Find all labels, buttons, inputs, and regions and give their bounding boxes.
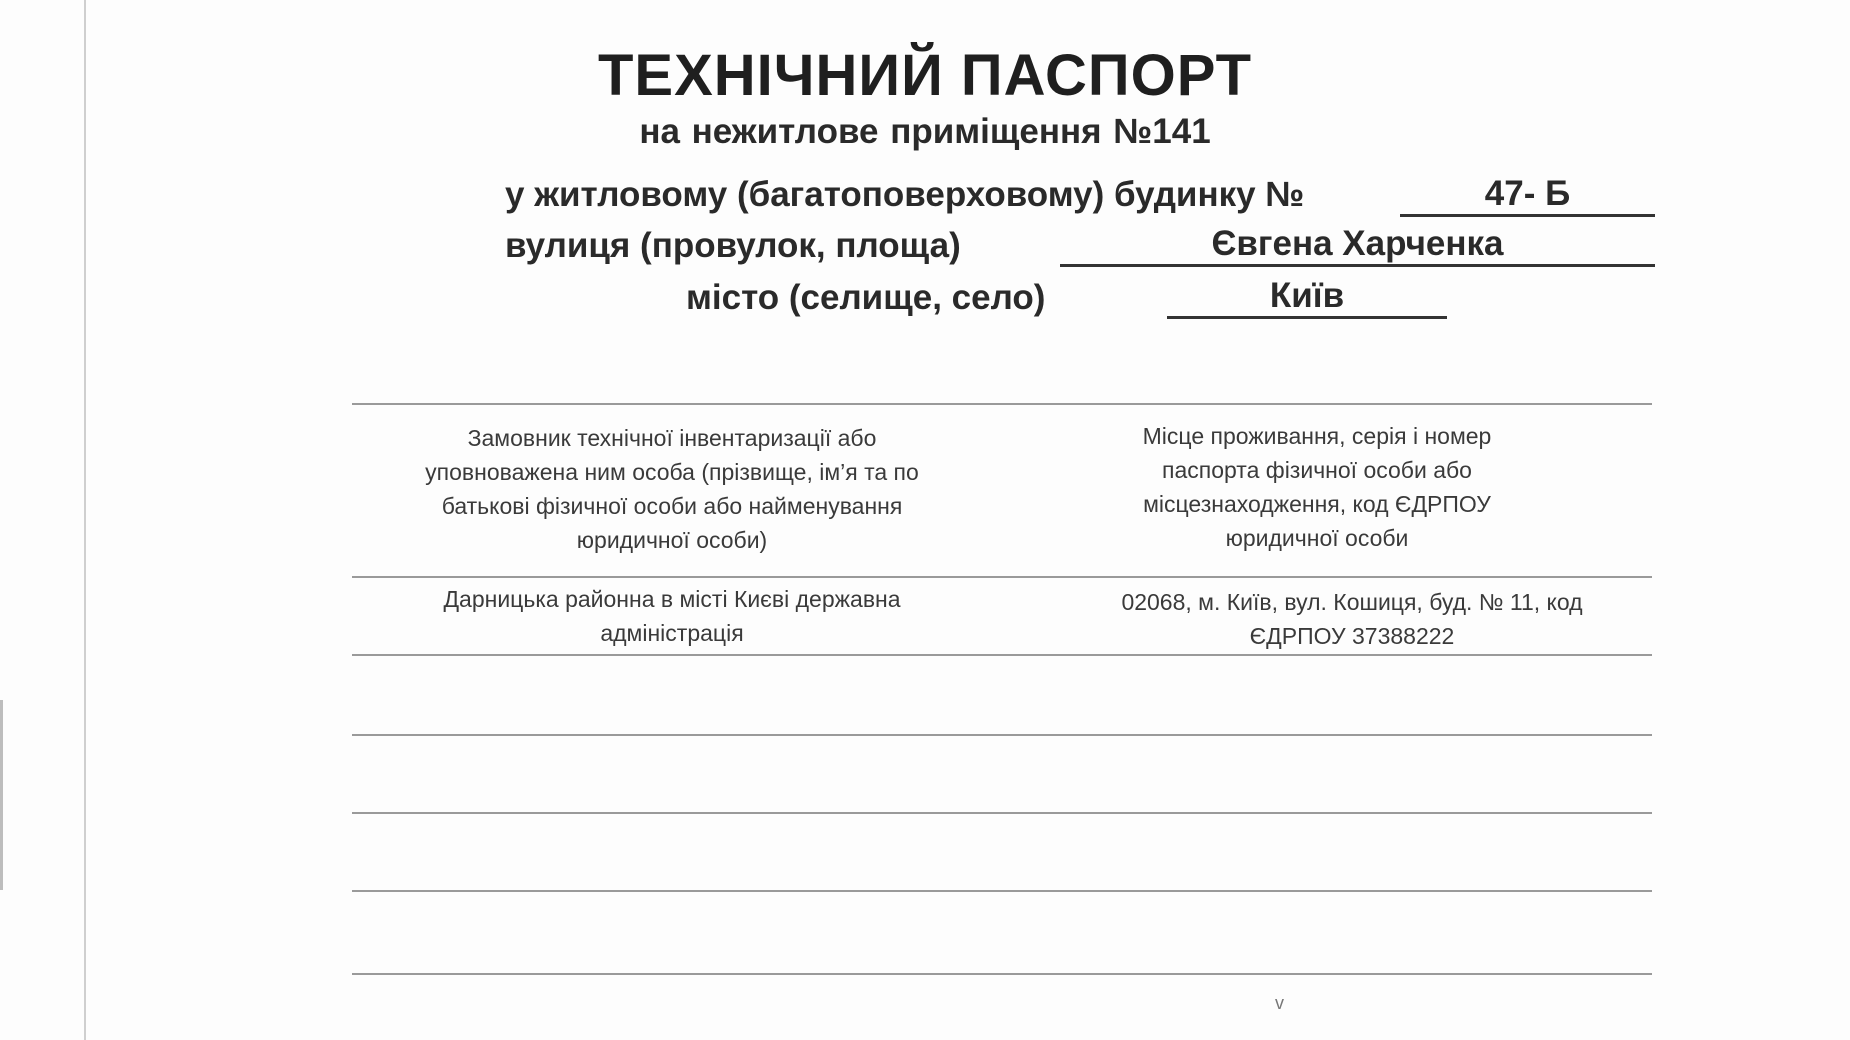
table-rule xyxy=(352,734,1652,736)
table-header-customer: Замовник технічної інвентаризації або уповноважена ним особа (прізвище, ім’я та по батькові фізичної особи або найменування юридичної особи) xyxy=(425,425,919,553)
table-header-address: Місце проживання, серія і номер паспорта фізичної особи або місцезнаходження, код ЄДРПОУ юридичної особи xyxy=(1142,423,1492,551)
city-value: Київ xyxy=(1167,276,1447,319)
scan-edge-mark xyxy=(0,700,3,890)
city-label: місто (селище, село) xyxy=(686,278,1046,317)
street-value: Євгена Харченка xyxy=(1060,224,1655,267)
table-rule xyxy=(352,403,1652,405)
street-label: вулиця (провулок, площа) xyxy=(505,226,961,265)
scan-tick-mark: v xyxy=(1275,993,1284,1013)
table-rule xyxy=(352,812,1652,814)
table-rule xyxy=(352,576,1652,578)
table-rule xyxy=(352,973,1652,975)
table-cell-customer: Дарницька районна в місті Києві державна адміністрація xyxy=(443,586,901,646)
document-title: ТЕХНІЧНИЙ ПАСПОРТ xyxy=(597,43,1253,108)
table-rule xyxy=(352,890,1652,892)
house-number-value: 47- Б xyxy=(1400,174,1655,217)
table-cell-address: 02068, м. Київ, вул. Кошиця, буд. № 11, код ЄДРПОУ 37388222 xyxy=(1121,589,1583,649)
table-rule xyxy=(352,654,1652,656)
margin-line xyxy=(84,0,86,1040)
house-number-label: у житловому (багатоповерховому) будинку № xyxy=(505,175,1305,214)
document-subtitle: на нежитлове приміщення №141 xyxy=(639,112,1211,151)
